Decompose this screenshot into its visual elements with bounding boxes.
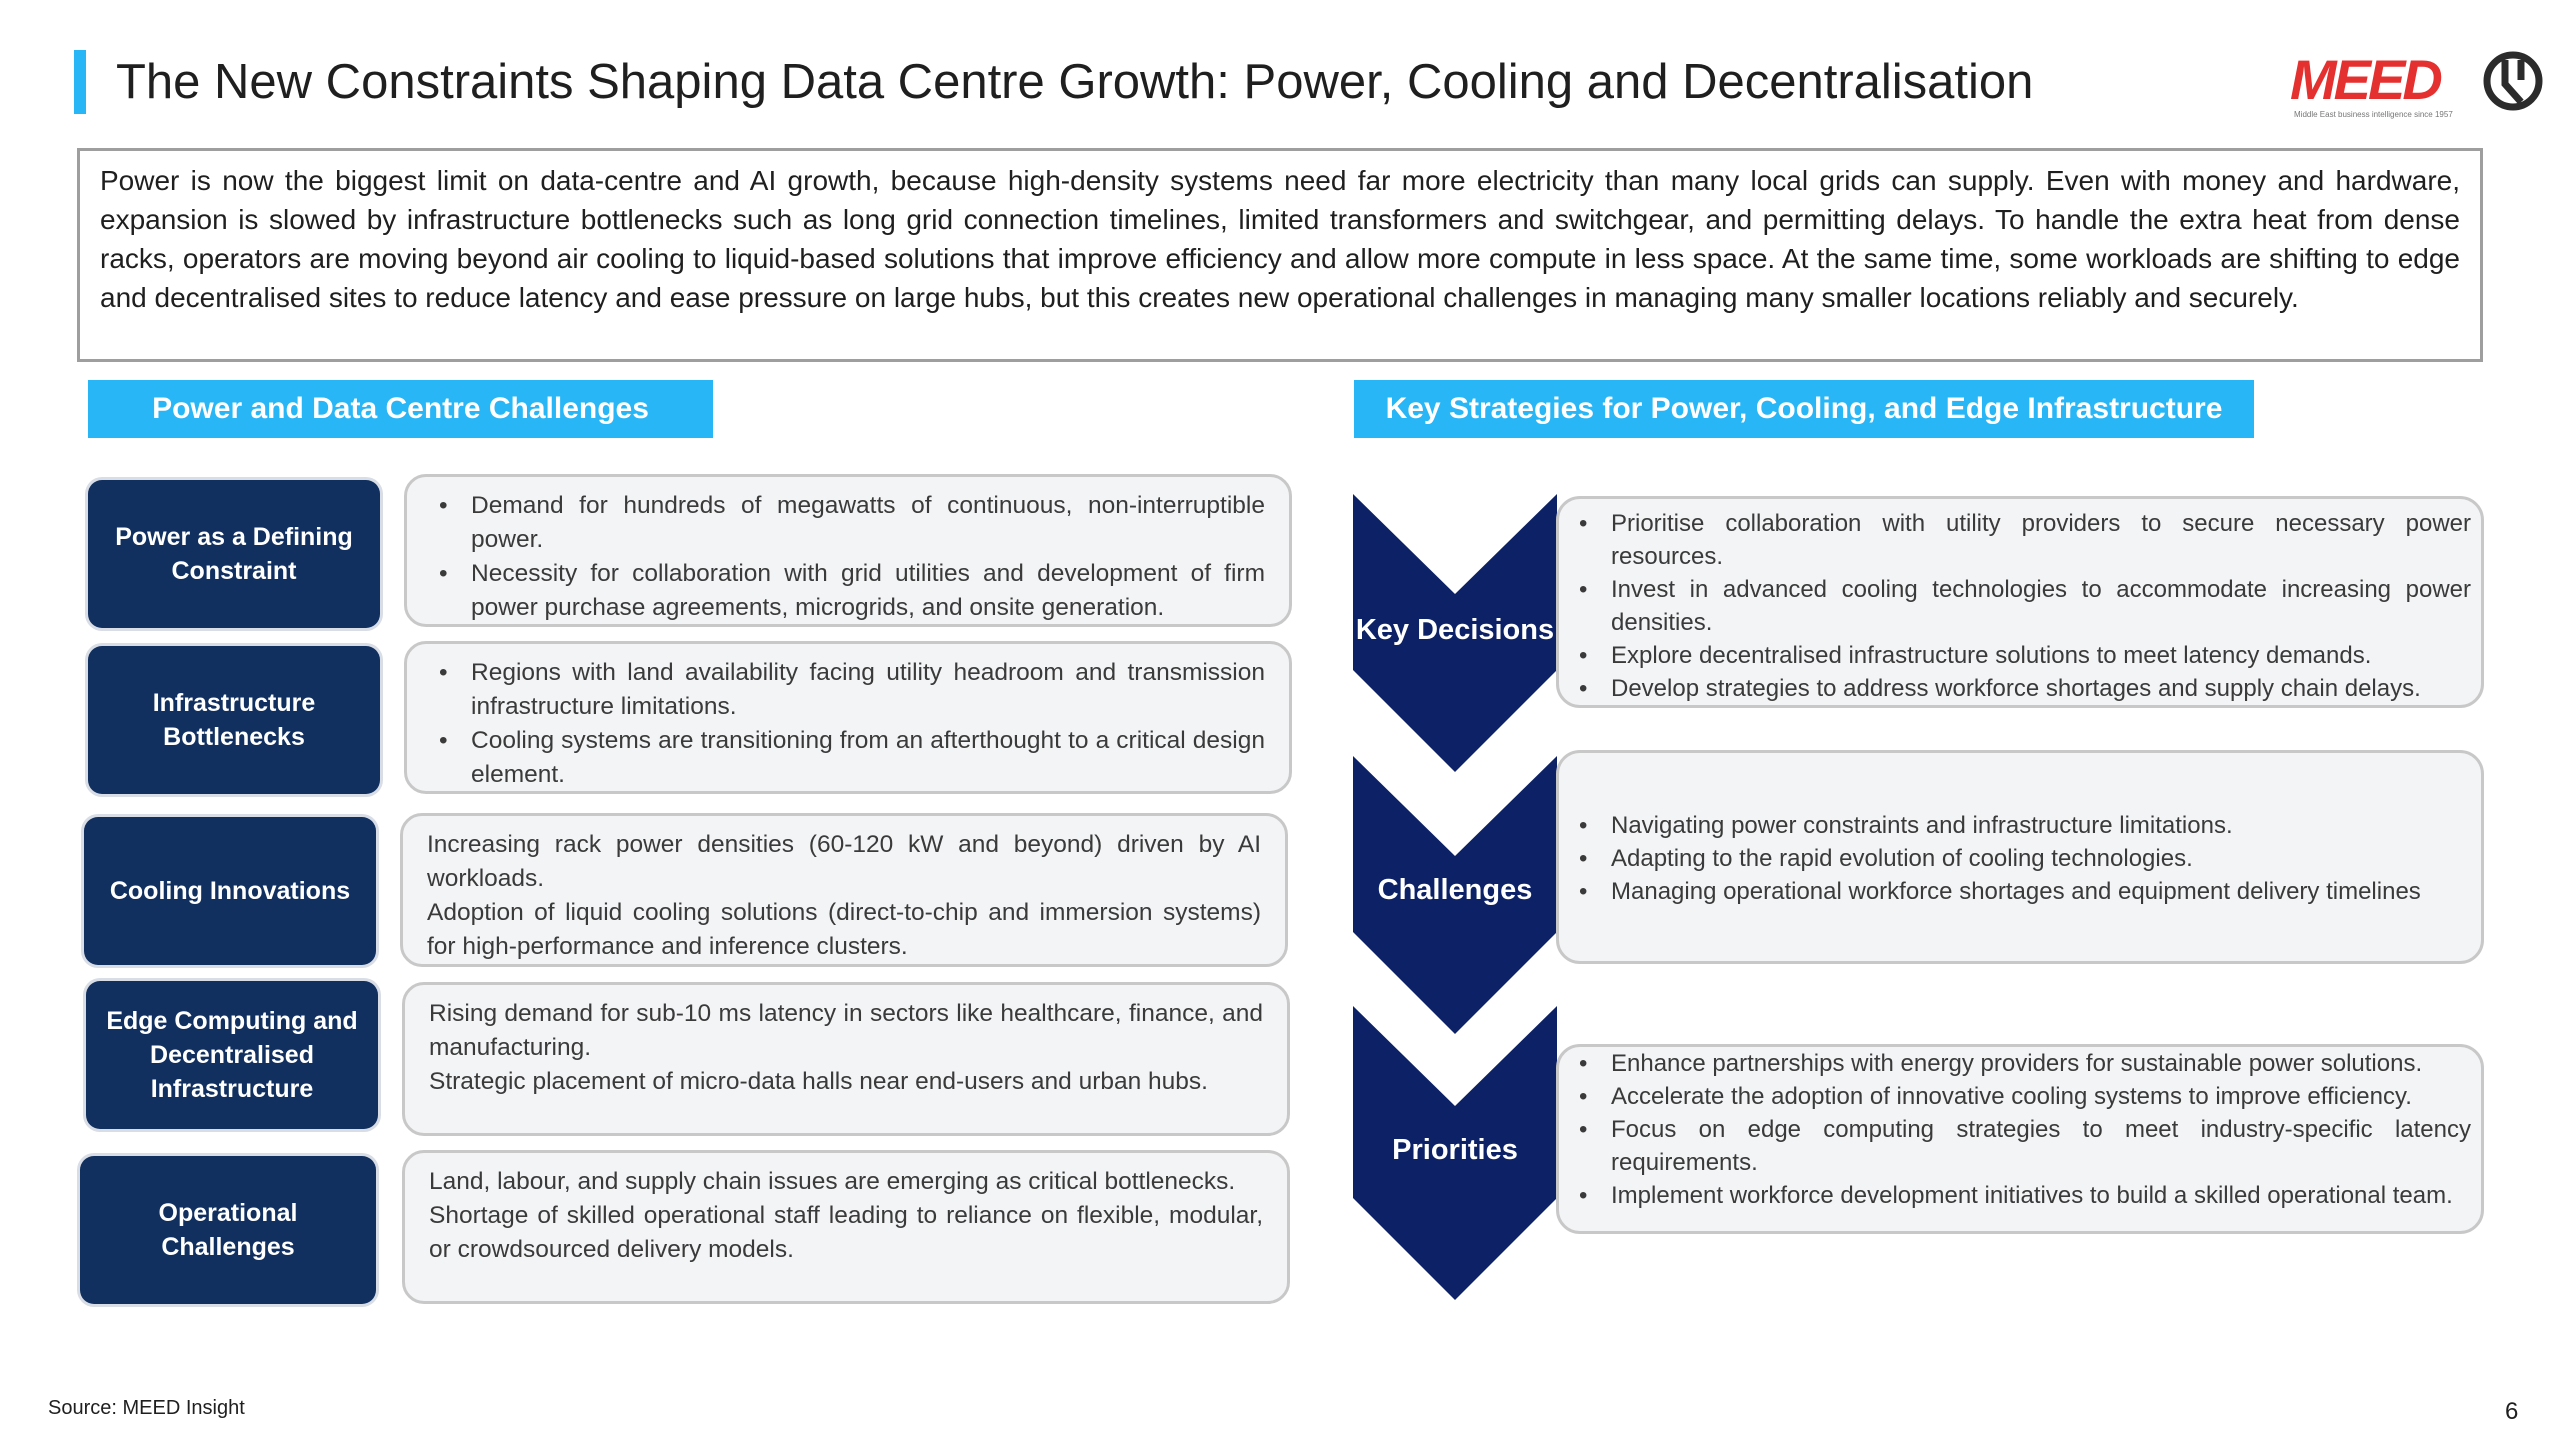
challenge-box-edge bbox=[402, 982, 1290, 1136]
list-item: Increasing rack power densities (60-120 kW and beyond) driven by AI workloads. bbox=[427, 831, 1261, 892]
strategy-box-key-decisions bbox=[1556, 496, 2484, 708]
chevron-label: Key Decisions bbox=[1355, 614, 1555, 646]
list-item: Adoption of liquid cooling solutions (direct-to-chip and immersion systems) for high-performance and inference clusters. bbox=[427, 899, 1261, 960]
logo-emblem-icon bbox=[2482, 50, 2544, 112]
left-section-heading: Power and Data Centre Challenges bbox=[88, 380, 713, 438]
challenge-label-cooling: Cooling Innovations bbox=[84, 817, 376, 965]
chevron-key-decisions bbox=[1353, 494, 1557, 772]
challenge-label-infrastructure: Infrastructure Bottlenecks bbox=[88, 646, 380, 794]
chevron-priorities bbox=[1353, 1006, 1557, 1300]
list-item: • Develop strategies to address workforce shortages and supply chain delays. bbox=[1573, 672, 2471, 705]
logo-tagline: Middle East business intelligence since 1957 bbox=[2294, 110, 2453, 119]
list-item: • Regions with land availability facing utility headroom and transmission infrastructure limitations. bbox=[431, 656, 1265, 724]
challenge-label-operational: Operational Challenges bbox=[80, 1156, 376, 1304]
challenge-box-operational bbox=[402, 1150, 1290, 1304]
list-item: • Implement workforce development initiatives to build a skilled operational team. bbox=[1573, 1179, 2471, 1212]
logo-wordmark: MEED bbox=[2290, 48, 2440, 111]
list-item: • Accelerate the adoption of innovative cooling systems to improve efficiency. bbox=[1573, 1080, 2471, 1113]
page-title: The New Constraints Shaping Data Centre Growth: Power, Cooling and Decentralisation bbox=[116, 55, 2034, 109]
list-item: • Adapting to the rapid evolution of cooling technologies. bbox=[1573, 842, 2471, 875]
challenge-box-infrastructure bbox=[404, 641, 1292, 794]
meed-logo bbox=[2290, 48, 2530, 128]
list-item: Shortage of skilled operational staff leading to reliance on flexible, modular, or crowdsourced delivery models. bbox=[429, 1202, 1263, 1263]
list-item: • Necessity for collaboration with grid utilities and development of firm power purchase agreements, microgrids, and onsite generation. bbox=[431, 557, 1265, 625]
strategy-box-challenges bbox=[1556, 750, 2484, 964]
list-item: • Focus on edge computing strategies to meet industry-specific latency requirements. bbox=[1573, 1113, 2471, 1179]
challenge-label-power: Power as a Defining Constraint bbox=[88, 480, 380, 628]
list-item: • Demand for hundreds of megawatts of continuous, non-interruptible power. bbox=[431, 489, 1265, 557]
list-item: • Navigating power constraints and infrastructure limitations. bbox=[1573, 809, 2471, 842]
strategy-box-priorities bbox=[1556, 1044, 2484, 1234]
list-item: • Enhance partnerships with energy providers for sustainable power solutions. bbox=[1573, 1047, 2471, 1080]
list-item: Rising demand for sub-10 ms latency in sectors like healthcare, finance, and manufacturing. bbox=[429, 1000, 1263, 1061]
intro-paragraph: Power is now the biggest limit on data-centre and AI growth, because high-density systems need far more electricity than many local grids can supply. Even with money and hardware, expansion is slowed by infrastructure bottlenecks such as long grid connection timelines, limited transformers and switchgear, and permitting delays. To handle the extra heat from dense racks, operators are moving beyond air cooling to liquid-based solutions that improve efficiency and allow more compute in less space. At the same time, some workloads are shifting to edge and decentralised sites to reduce latency and ease pressure on large hubs, but this creates new operational challenges in managing many smaller locations reliably and securely. bbox=[77, 148, 2483, 362]
list-item: • Invest in advanced cooling technologies to accommodate increasing power densities. bbox=[1573, 573, 2471, 639]
right-section-heading: Key Strategies for Power, Cooling, and Edge Infrastructure bbox=[1354, 380, 2254, 438]
page-number: 6 bbox=[2505, 1398, 2519, 1425]
chevron-label: Challenges bbox=[1377, 874, 1533, 906]
challenge-box-power bbox=[404, 474, 1292, 627]
title-accent-bar bbox=[74, 50, 86, 114]
list-item: • Prioritise collaboration with utility providers to secure necessary power resources. bbox=[1573, 507, 2471, 573]
list-item: • Explore decentralised infrastructure solutions to meet latency demands. bbox=[1573, 639, 2471, 672]
chevron-label: Priorities bbox=[1392, 1134, 1518, 1166]
challenge-box-cooling bbox=[400, 813, 1288, 967]
list-item: Land, labour, and supply chain issues are emerging as critical bottlenecks. bbox=[429, 1168, 1236, 1195]
source-note: Source: MEED Insight bbox=[48, 1397, 245, 1419]
list-item: • Cooling systems are transitioning from an afterthought to a critical design element. bbox=[431, 724, 1265, 792]
list-item: Strategic placement of micro-data halls near end-users and urban hubs. bbox=[429, 1068, 1208, 1095]
list-item: • Managing operational workforce shortages and equipment delivery timelines bbox=[1573, 875, 2471, 908]
challenge-label-edge: Edge Computing and Decentralised Infrastructure bbox=[86, 981, 378, 1129]
chevron-challenges bbox=[1353, 756, 1557, 1034]
